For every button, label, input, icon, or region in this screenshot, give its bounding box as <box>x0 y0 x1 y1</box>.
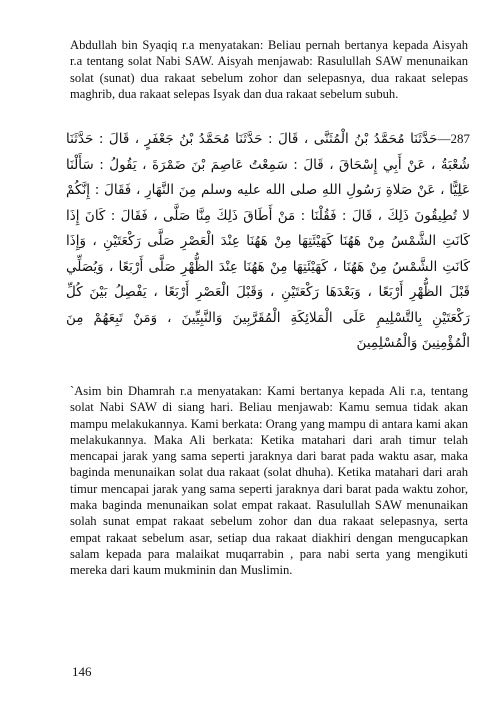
hadith-arabic-text <box>66 126 470 357</box>
hadith-arabic-body: حَدَّثَنَا مُحَمَّدُ بْنُ الْمُثَنَّى ، قَالَ : حَدَّثَنَا مُحَمَّدُ بْنُ جَعْفَرٍ ، قَالَ : حَدَّثَنَا شُعْبَةُ ، عَنْ أَبِي إِسْحَاقَ ، قَالَ : سَمِعْتُ عَاصِمَ بْنَ ضَمْرَةَ ، يَقُولُ : سَأَلْنَا عَلِيًّا ، عَنْ صَلاةِ رَسُولِ اللهِ صلى الله عليه وسلم مِنَ النَّهَارِ ، فَقَالَ : إِنَّكُمْ لا تُطِيقُونَ ذَلِكَ ، قَالَ : فَقُلْنَا : مَنْ أَطَاقَ ذَلِكَ مِنَّا صَلَّى ، فَقَالَ : كَانَ إِذَا كَانَتِ الشَّمْسُ مِنْ هَهُنَا كَهَيْئَتِهَا مِنْ هَهُنَا عِنْدَ الْعَصْرِ صَلَّى رَكْعَتَيْنِ ، وَإِذَا كَانَتِ الشَّمْسُ مِنْ هَهُنَا ، كَهَيْئَتِهَا مِنْ هَهُنَا عِنْدَ الظُّهْرِ صَلَّى أَرْبَعًا ، وَيُصَلِّي قَبْلَ الظُّهْرِ أَرْبَعًا ، وَبَعْدَهَا رَكْعَتَيْنِ ، وَقَبْلَ الْعَصْرِ أَرْبَعًا ، يَفْصِلُ بَيْنَ كُلِّ رَكْعَتَيْنِ بِالتَّسْلِيمِ عَلَى الْمَلائِكَةِ الْمُقَرَّبِينَ وَالنَّبِيِّينَ ، وَمَنْ تَبِعَهُمْ مِنَ الْمُؤْمِنِينَ وَالْمُسْلِمِينَ <box>66 131 470 351</box>
translation-paragraph-top: Abdullah bin Syaqiq r.a menyatakan: Beliau pernah bertanya kepada Aisyah r.a tentang solat Nabi SAW. Aisyah menjawab: Rasulullah SAW menunaikan solat (sunat) dua rakaat sebelum zohor dan selepasnya, dua rakaat selepas maghrib, dua rakaat selepas Isyak dan dua rakaat sebelum subuh. <box>70 38 468 101</box>
page-number: 146 <box>72 664 92 679</box>
translation-paragraph-bottom: `Asim bin Dhamrah r.a menyatakan: Kami bertanya kepada Ali r.a, tentang solat Nabi SAW di siang hari. Beliau menjawab: Kamu semua tidak akan mampu melakukannya. Kami berkata: Orang yang mampu di antara kami akan melakukannya. Maka Ali berkata: Ketika matahari dari arah timur telah mencapai jarak yang sama seperti jaraknya dari barat pada waktu asar, maka baginda menunaikan solat dua rakaat (solat dhuha). Ketika matahari dari arah timur mencapai jarak yang sama seperti jaraknya dari barat pada waktu zohor, maka baginda menunaikan solat empat rakaat. Rasulullah SAW menunaikan solah sunat empat rakaat sebelum zohor dan dua rakaat selepasnya, serta empat rakaat sebelum asar, setiap dua rakaat diakhiri dengan mengucapkan salam kepada para malaikat muqarrabin , para nabi serta yang mengikuti mereka dari kaum mukminin dan Muslimin. <box>70 384 468 578</box>
hadith-number: 287— <box>437 131 470 146</box>
